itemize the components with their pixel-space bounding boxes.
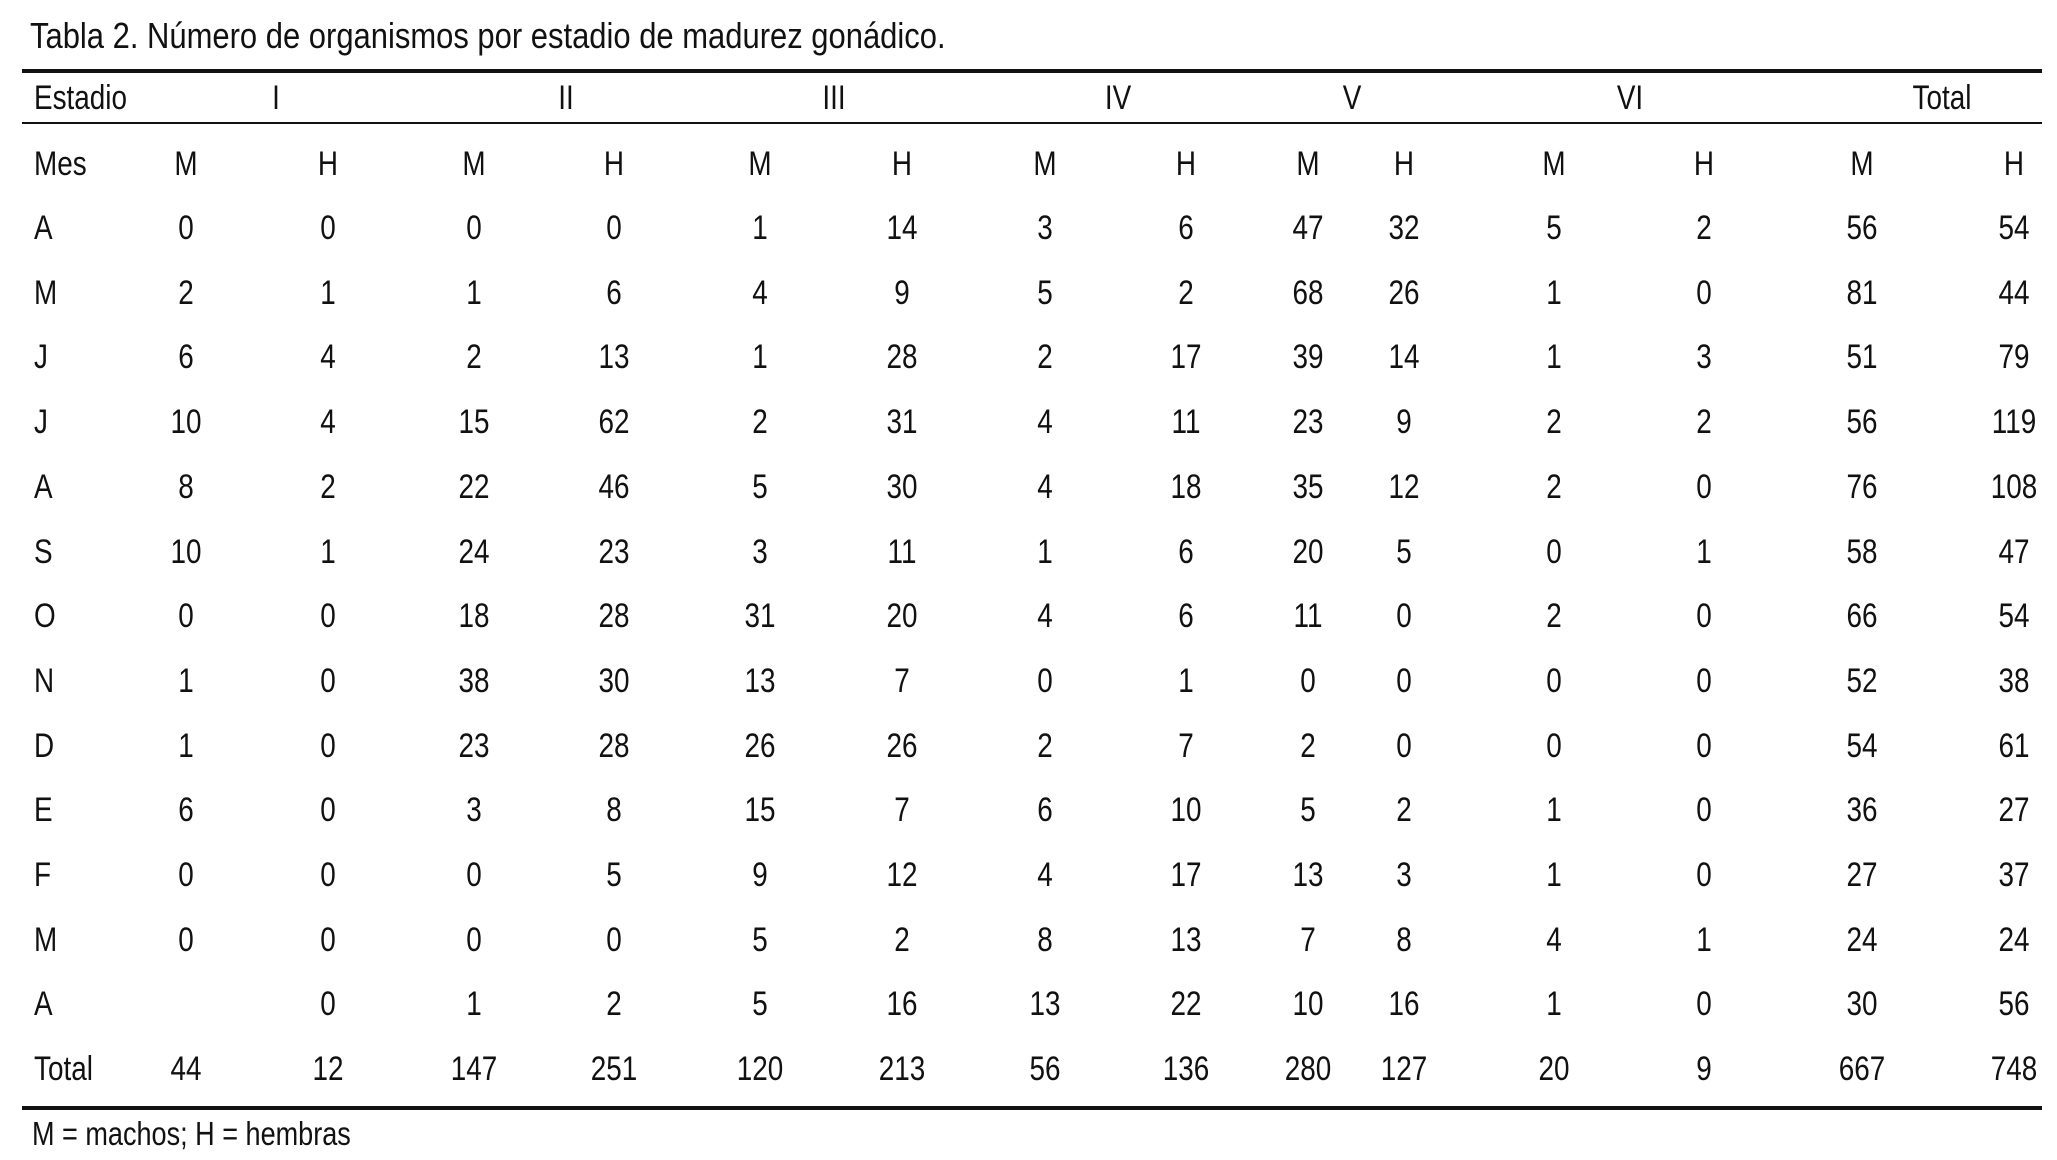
table-cell: 5 — [1300, 791, 1316, 830]
table-cell: 6 — [1178, 209, 1194, 247]
table-cell: 54 — [1998, 597, 2030, 636]
table-cell: 1 — [1546, 856, 1562, 894]
table-cell: 61 — [1998, 726, 2030, 765]
table-cell: 0 — [320, 920, 336, 959]
table-cell: 5 — [752, 985, 768, 1024]
table-cell: 9 — [752, 856, 768, 894]
sex-header-9: M — [1296, 145, 1320, 183]
stage-header-5: V — [1342, 79, 1362, 117]
table-cell: 0 — [1037, 661, 1053, 700]
table-cell: 7 — [894, 661, 910, 700]
table-row-month: D — [34, 726, 55, 765]
table-row-month: E — [34, 791, 53, 830]
table-cell: 2 — [1300, 726, 1316, 765]
table-cell: 0 — [606, 209, 622, 247]
table-cell: 1 — [1037, 532, 1053, 571]
table-cell: 11 — [1293, 597, 1323, 636]
stage-header-1: I — [272, 79, 280, 117]
table-cell: 4 — [1037, 856, 1053, 894]
table-cell: 9 — [1696, 1050, 1712, 1089]
table-cell: 2 — [320, 467, 336, 506]
table-cell: 31 — [886, 403, 918, 442]
table-cell: 22 — [1170, 985, 1202, 1024]
table-cell: 1 — [752, 338, 768, 377]
table-cell: 54 — [1998, 209, 2030, 247]
table-cell: 26 — [886, 726, 918, 765]
table-cell: 12 — [886, 856, 918, 894]
table-cell: 2 — [1178, 273, 1194, 312]
table-cell: 18 — [1170, 467, 1202, 506]
table-cell: 56 — [1846, 209, 1878, 247]
table-cell: 0 — [178, 920, 194, 959]
table-cell: 4 — [1037, 597, 1053, 636]
table-cell: 7 — [1300, 920, 1316, 959]
sex-header-10: H — [1393, 145, 1415, 183]
table-cell: 52 — [1846, 661, 1878, 700]
table-cell: 280 — [1284, 1050, 1332, 1089]
table-cell: 2 — [1396, 791, 1412, 830]
table-cell: 38 — [458, 661, 490, 700]
table-cell: 2 — [466, 338, 482, 377]
sex-header-2: H — [317, 145, 339, 183]
table-cell: 24 — [1846, 920, 1878, 959]
table-cell: 6 — [606, 273, 622, 312]
table-cell: 4 — [320, 338, 336, 377]
table-cell: 1 — [1696, 920, 1712, 959]
table-cell: 30 — [886, 467, 918, 506]
table-cell: 24 — [458, 532, 490, 571]
table-cell: 11 — [887, 532, 917, 571]
month-header-label: Mes — [34, 145, 87, 183]
table-cell: 15 — [458, 403, 490, 442]
table-cell: 26 — [1388, 273, 1420, 312]
sex-header-5: M — [748, 145, 772, 183]
table-cell: 4 — [320, 403, 336, 442]
table-cell: 5 — [752, 920, 768, 959]
table-cell: 5 — [1037, 273, 1053, 312]
table-cell: 28 — [598, 597, 630, 636]
table-cell: 27 — [1998, 791, 2030, 830]
stage-header-2: II — [558, 79, 574, 117]
table-cell: 13 — [598, 338, 630, 377]
table-cell: 0 — [1696, 985, 1712, 1024]
table-cell: 1 — [178, 661, 194, 700]
table-cell: 0 — [1696, 791, 1712, 830]
table-cell: 6 — [178, 791, 194, 830]
table-cell: 1 — [1546, 273, 1562, 312]
table-cell: 51 — [1846, 338, 1878, 377]
table-cell: 27 — [1846, 856, 1878, 894]
table-row-month: S — [34, 532, 53, 571]
header-rule — [22, 122, 2042, 124]
table-cell: 1 — [752, 209, 768, 247]
table-cell: 3 — [1696, 338, 1712, 377]
table-cell: 2 — [1037, 338, 1053, 377]
table-cell: 24 — [1998, 920, 2030, 959]
table-cell: 0 — [1396, 726, 1412, 765]
table-cell: 0 — [320, 661, 336, 700]
table-cell: 2 — [1037, 726, 1053, 765]
table-cell: 66 — [1846, 597, 1878, 636]
table-cell: 13 — [744, 661, 776, 700]
table-cell: 39 — [1292, 338, 1324, 377]
table-cell: 8 — [1037, 920, 1053, 959]
table-cell: 17 — [1170, 338, 1202, 377]
table-cell: 0 — [1396, 597, 1412, 636]
table-cell: 6 — [1178, 532, 1194, 571]
table-cell: 2 — [1546, 467, 1562, 506]
table-cell: 14 — [886, 209, 918, 247]
table-cell: 47 — [1998, 532, 2030, 571]
table-cell: 3 — [752, 532, 768, 571]
table-cell: 0 — [1546, 726, 1562, 765]
table-cell: 0 — [1696, 273, 1712, 312]
table-cell: 7 — [894, 791, 910, 830]
table-cell: 47 — [1292, 209, 1324, 247]
table-cell: 667 — [1838, 1050, 1886, 1089]
table-cell: 11 — [1171, 403, 1201, 442]
table-cell: 0 — [1696, 467, 1712, 506]
sex-header-6: H — [891, 145, 913, 183]
table-cell: 2 — [606, 985, 622, 1024]
table-cell: 120 — [736, 1050, 784, 1089]
table-cell: 81 — [1846, 273, 1878, 312]
sex-header-4: H — [603, 145, 625, 183]
table-cell: 56 — [1029, 1050, 1061, 1089]
table-cell: 0 — [1696, 726, 1712, 765]
table-cell: 1 — [466, 273, 482, 312]
table-cell: 23 — [598, 532, 630, 571]
table-cell: 8 — [178, 467, 194, 506]
sex-header-7: M — [1033, 145, 1057, 183]
table-cell: 2 — [1546, 597, 1562, 636]
table-row-month: F — [34, 856, 52, 894]
table-cell: 13 — [1029, 985, 1061, 1024]
table-cell: 0 — [466, 920, 482, 959]
table-cell: 0 — [1396, 661, 1412, 700]
table-cell: 58 — [1846, 532, 1878, 571]
stage-header-7: Total — [1912, 79, 1972, 117]
table-cell: 28 — [598, 726, 630, 765]
table-cell: 0 — [1696, 856, 1712, 894]
table-caption: Tabla 2. Número de organismos por estadio de madurez gonádico. — [30, 15, 946, 56]
table-cell: 0 — [320, 791, 336, 830]
table-cell: 3 — [1396, 856, 1412, 894]
table-cell: 12 — [312, 1050, 344, 1089]
table-cell: 4 — [1037, 403, 1053, 442]
table-cell: 213 — [878, 1050, 926, 1089]
table-cell: 23 — [1292, 403, 1324, 442]
table-cell: 28 — [886, 338, 918, 377]
table-cell: 16 — [886, 985, 918, 1024]
table-cell: 2 — [894, 920, 910, 959]
table-cell: 4 — [1546, 920, 1562, 959]
table-cell: 62 — [598, 403, 630, 442]
table-cell: 127 — [1380, 1050, 1428, 1089]
table-cell: 0 — [320, 726, 336, 765]
table-row-month: J — [34, 403, 48, 442]
table-cell: 16 — [1388, 985, 1420, 1024]
total-row-month: Total — [34, 1050, 93, 1089]
table-cell: 26 — [744, 726, 776, 765]
table-cell: 108 — [1990, 467, 2038, 506]
table-cell: 0 — [320, 209, 336, 247]
table-cell: 32 — [1388, 209, 1420, 247]
table-cell: 136 — [1162, 1050, 1210, 1089]
table-cell: 10 — [170, 403, 202, 442]
table-cell: 31 — [744, 597, 776, 636]
table-cell: 56 — [1998, 985, 2030, 1024]
table-cell: 20 — [1292, 532, 1324, 571]
table-row-month: A — [34, 209, 53, 247]
table-cell: 35 — [1292, 467, 1324, 506]
bottom-rule — [22, 1106, 2042, 1110]
table-row-month: M — [34, 920, 58, 959]
stage-header-label: Estadio — [34, 79, 127, 117]
table-cell: 10 — [1292, 985, 1324, 1024]
sex-header-1: M — [174, 145, 198, 183]
table-cell: 0 — [320, 856, 336, 894]
table-cell: 6 — [178, 338, 194, 377]
table-cell: 15 — [744, 791, 776, 830]
table-cell: 5 — [752, 467, 768, 506]
table-cell: 13 — [1292, 856, 1324, 894]
table-footnote: M = machos; H = hembras — [32, 1115, 351, 1152]
table-cell: 1 — [1546, 985, 1562, 1024]
table-cell: 0 — [320, 985, 336, 1024]
table-cell: 0 — [1696, 597, 1712, 636]
table-cell: 30 — [1846, 985, 1878, 1024]
table-cell: 119 — [1991, 403, 2037, 442]
table-cell: 10 — [1170, 791, 1202, 830]
sex-header-12: H — [1693, 145, 1715, 183]
table-cell: 23 — [458, 726, 490, 765]
table-cell: 0 — [606, 920, 622, 959]
table-cell: 46 — [598, 467, 630, 506]
stage-header-4: IV — [1104, 79, 1132, 117]
table-cell: 4 — [752, 273, 768, 312]
table-cell: 38 — [1998, 661, 2030, 700]
table-cell: 20 — [1538, 1050, 1570, 1089]
table-cell: 251 — [590, 1050, 638, 1089]
table-cell: 6 — [1037, 791, 1053, 830]
table-cell: 1 — [178, 726, 194, 765]
table-cell: 2 — [178, 273, 194, 312]
table-cell: 44 — [170, 1050, 202, 1089]
table-row-month: M — [34, 273, 58, 312]
table-cell: 0 — [178, 856, 194, 894]
sex-header-11: M — [1542, 145, 1566, 183]
table-cell: 0 — [1546, 661, 1562, 700]
table-cell: 44 — [1998, 273, 2030, 312]
table-cell: 5 — [606, 856, 622, 894]
table-cell: 3 — [1037, 209, 1053, 247]
table-cell: 1 — [1546, 338, 1562, 377]
table-cell: 0 — [466, 856, 482, 894]
table-row-month: N — [34, 661, 55, 700]
table-cell: 76 — [1846, 467, 1878, 506]
table-cell: 147 — [450, 1050, 498, 1089]
table-cell: 14 — [1388, 338, 1420, 377]
table-cell: 6 — [1178, 597, 1194, 636]
table-cell: 22 — [458, 467, 490, 506]
table-cell: 17 — [1170, 856, 1202, 894]
table-cell: 8 — [606, 791, 622, 830]
stage-header-6: VI — [1616, 79, 1644, 117]
sex-header-13: M — [1850, 145, 1874, 183]
table-row-month: A — [34, 985, 53, 1024]
table-row-month: A — [34, 467, 53, 506]
table-cell: 13 — [1170, 920, 1202, 959]
table-row-month: O — [34, 597, 56, 636]
table-cell: 1 — [1178, 661, 1194, 700]
table-cell: 20 — [886, 597, 918, 636]
table-cell: 0 — [1696, 661, 1712, 700]
table-cell: 3 — [466, 791, 482, 830]
table-cell: 5 — [1546, 209, 1562, 247]
table-cell: 0 — [320, 597, 336, 636]
table-cell: 1 — [466, 985, 482, 1024]
table-cell: 2 — [1546, 403, 1562, 442]
table-cell: 12 — [1388, 467, 1420, 506]
table-cell: 56 — [1846, 403, 1878, 442]
table-cell: 1 — [1696, 532, 1712, 571]
table-cell: 0 — [1546, 532, 1562, 571]
table-cell: 2 — [1696, 403, 1712, 442]
sex-header-14: H — [2003, 145, 2025, 183]
table-cell: 748 — [1990, 1050, 2038, 1089]
table-cell: 0 — [178, 209, 194, 247]
table-cell: 1 — [1546, 791, 1562, 830]
table-cell: 0 — [1300, 661, 1316, 700]
table-cell: 30 — [598, 661, 630, 700]
table-cell: 4 — [1037, 467, 1053, 506]
table-cell: 5 — [1396, 532, 1412, 571]
table-cell: 10 — [170, 532, 202, 571]
table-cell: 68 — [1292, 273, 1324, 312]
sex-header-8: H — [1175, 145, 1197, 183]
table-cell: 0 — [178, 597, 194, 636]
table-cell: 7 — [1178, 726, 1194, 765]
table-cell: 37 — [1998, 856, 2030, 894]
stage-header-3: III — [822, 79, 846, 117]
table-cell: 2 — [1696, 209, 1712, 247]
table-cell: 36 — [1846, 791, 1878, 830]
table-cell: 8 — [1396, 920, 1412, 959]
table-cell: 18 — [458, 597, 490, 636]
table-cell: 9 — [1396, 403, 1412, 442]
table-cell: 0 — [466, 209, 482, 247]
sex-header-3: M — [462, 145, 486, 183]
table-cell: 2 — [752, 403, 768, 442]
table-row-month: J — [34, 338, 48, 377]
table-cell: 1 — [320, 532, 336, 571]
table-cell: 54 — [1846, 726, 1878, 765]
table-cell: 79 — [1998, 338, 2030, 377]
table-cell: 9 — [894, 273, 910, 312]
top-rule — [22, 69, 2042, 73]
table-cell: 1 — [320, 273, 336, 312]
